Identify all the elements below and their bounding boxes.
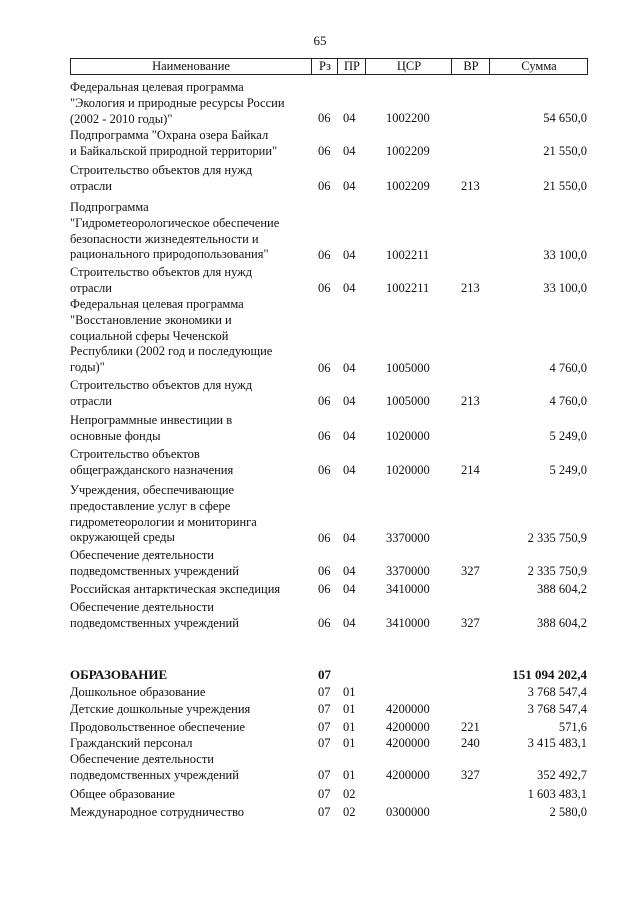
row-name: Общее образование [70, 787, 175, 801]
table-row [0, 128, 640, 160]
row-csr: 1002209 [386, 179, 430, 194]
row-rz: 07 [318, 720, 331, 735]
table-row [0, 548, 640, 580]
section-row [0, 667, 640, 683]
row-sum: 3 415 483,1 [527, 736, 587, 751]
row-vr: 213 [461, 179, 480, 194]
row-rz: 07 [318, 667, 331, 683]
table-header [70, 58, 588, 75]
row-name: Обеспечение деятельности подведомственных учреждений [70, 600, 239, 630]
row-csr: 3370000 [386, 564, 430, 579]
row-name: Строительство объектов для нужд отрасли [70, 163, 253, 193]
table-row [0, 582, 640, 598]
row-csr: 0300000 [386, 805, 430, 820]
row-name: Дошкольное образование [70, 685, 206, 699]
row-name: Учреждения, обеспечивающие предоставление услуг в сфере гидрометеорологии и мониторинга окружающей среды [70, 483, 257, 545]
table-row [0, 378, 640, 410]
row-vr: 240 [461, 736, 480, 751]
row-rz: 06 [318, 394, 331, 409]
row-name: Подпрограмма "Гидрометеорологическое обеспечение безопасности жизнедеятельности и рационального природопользования" [70, 200, 280, 262]
row-csr: 4200000 [386, 702, 430, 717]
row-rz: 07 [318, 702, 331, 717]
table-row [0, 702, 640, 718]
row-sum: 33 100,0 [543, 281, 587, 296]
row-pr: 01 [343, 702, 356, 717]
row-rz: 07 [318, 685, 331, 700]
row-vr: 213 [461, 281, 480, 296]
row-rz: 06 [318, 463, 331, 478]
row-sum: 4 760,0 [549, 361, 587, 376]
row-vr: 327 [461, 768, 480, 783]
row-sum: 3 768 547,4 [527, 702, 587, 717]
page-number: 65 [313, 33, 327, 48]
row-pr: 01 [343, 685, 356, 700]
table-row [0, 720, 640, 736]
row-csr: 4200000 [386, 768, 430, 783]
row-csr: 1002200 [386, 111, 430, 126]
row-name: Подпрограмма "Охрана озера Байкал и Байкальской природной территории" [70, 128, 278, 158]
row-vr: 221 [461, 720, 480, 735]
row-rz: 06 [318, 281, 331, 296]
row-name: Федеральная целевая программа "Экология и природные ресурсы России (2002 - 2010 годы)" [70, 80, 285, 126]
table-row [0, 163, 640, 195]
row-rz: 06 [318, 179, 331, 194]
table-row [0, 80, 640, 127]
row-csr: 1005000 [386, 394, 430, 409]
row-csr: 1020000 [386, 463, 430, 478]
row-sum: 1 603 483,1 [527, 787, 587, 802]
row-name: Федеральная целевая программа "Восстановление экономики и социальной сферы Чеченской Республики (2002 год и последующие годы)" [70, 297, 273, 375]
row-sum: 388 604,2 [537, 616, 587, 631]
row-pr: 01 [343, 736, 356, 751]
row-pr: 04 [343, 281, 356, 296]
row-pr: 04 [343, 111, 356, 126]
row-csr: 3370000 [386, 531, 430, 546]
row-rz: 07 [318, 805, 331, 820]
row-vr: 327 [461, 564, 480, 579]
row-sum: 2 580,0 [549, 805, 587, 820]
row-sum: 21 550,0 [543, 179, 587, 194]
row-csr: 1002211 [386, 248, 430, 263]
row-sum: 151 094 202,4 [512, 667, 587, 683]
row-sum: 5 249,0 [549, 463, 587, 478]
table-row [0, 200, 640, 264]
table-row [0, 483, 640, 547]
table-row [0, 297, 640, 377]
row-pr: 04 [343, 179, 356, 194]
section-title: ОБРАЗОВАНИЕ [70, 667, 168, 682]
row-name: Строительство объектов общегражданского назначения [70, 447, 234, 477]
row-rz: 07 [318, 787, 331, 802]
row-vr: 213 [461, 394, 480, 409]
row-name: Обеспечение деятельности подведомственных учреждений [70, 548, 239, 578]
row-sum: 54 650,0 [543, 111, 587, 126]
row-name: Строительство объектов для нужд отрасли [70, 378, 253, 408]
row-rz: 06 [318, 111, 331, 126]
row-name: Непрограммные инвестиции в основные фонды [70, 413, 233, 443]
row-sum: 2 335 750,9 [527, 564, 587, 579]
row-pr: 04 [343, 582, 356, 597]
table-row [0, 752, 640, 784]
row-pr: 02 [343, 805, 356, 820]
table-row [0, 265, 640, 297]
row-pr: 04 [343, 463, 356, 478]
row-pr: 04 [343, 361, 356, 376]
row-name: Детские дошкольные учреждения [70, 702, 251, 716]
row-csr: 1005000 [386, 361, 430, 376]
header-rz: Рз [311, 59, 338, 74]
row-sum: 33 100,0 [543, 248, 587, 263]
row-name: Обеспечение деятельности подведомственных учреждений [70, 752, 239, 782]
row-csr: 3410000 [386, 616, 430, 631]
row-pr: 04 [343, 531, 356, 546]
header-pr: ПР [337, 59, 366, 74]
header-vr: ВР [451, 59, 490, 74]
row-pr: 04 [343, 144, 356, 159]
row-sum: 5 249,0 [549, 429, 587, 444]
row-pr: 01 [343, 720, 356, 735]
row-pr: 04 [343, 564, 356, 579]
row-rz: 07 [318, 736, 331, 751]
row-rz: 06 [318, 582, 331, 597]
row-rz: 06 [318, 248, 331, 263]
table-row [0, 685, 640, 701]
row-pr: 04 [343, 394, 356, 409]
row-csr: 3410000 [386, 582, 430, 597]
row-csr: 1002209 [386, 144, 430, 159]
row-name: Гражданский персонал [70, 736, 193, 750]
row-sum: 4 760,0 [549, 394, 587, 409]
row-rz: 06 [318, 564, 331, 579]
row-rz: 06 [318, 361, 331, 376]
row-rz: 06 [318, 429, 331, 444]
row-pr: 04 [343, 248, 356, 263]
row-rz: 06 [318, 616, 331, 631]
row-rz: 07 [318, 768, 331, 783]
row-sum: 352 492,7 [537, 768, 587, 783]
row-rz: 06 [318, 144, 331, 159]
row-pr: 04 [343, 616, 356, 631]
row-pr: 01 [343, 768, 356, 783]
row-sum: 21 550,0 [543, 144, 587, 159]
row-name: Международное сотрудничество [70, 805, 245, 819]
row-name: Российская антарктическая экспедиция [70, 582, 281, 596]
row-csr: 4200000 [386, 736, 430, 751]
row-csr: 1020000 [386, 429, 430, 444]
row-csr: 1002211 [386, 281, 430, 296]
row-sum: 571,6 [558, 720, 587, 735]
row-vr: 327 [461, 616, 480, 631]
row-name: Строительство объектов для нужд отрасли [70, 265, 253, 295]
row-sum: 3 768 547,4 [527, 685, 587, 700]
table-row [0, 413, 640, 445]
table-row [0, 736, 640, 752]
header-sum: Сумма [489, 59, 588, 74]
header-name: Наименование [152, 59, 230, 73]
row-name: Продовольственное обеспечение [70, 720, 245, 734]
row-rz: 06 [318, 531, 331, 546]
row-sum: 2 335 750,9 [527, 531, 587, 546]
table-row [0, 805, 640, 821]
row-pr: 02 [343, 787, 356, 802]
table-row [0, 600, 640, 632]
row-sum: 388 604,2 [537, 582, 587, 597]
row-csr: 4200000 [386, 720, 430, 735]
row-vr: 214 [461, 463, 480, 478]
row-pr: 04 [343, 429, 356, 444]
header-csr: ЦСР [365, 59, 452, 74]
table-row [0, 447, 640, 479]
table-row [0, 787, 640, 803]
